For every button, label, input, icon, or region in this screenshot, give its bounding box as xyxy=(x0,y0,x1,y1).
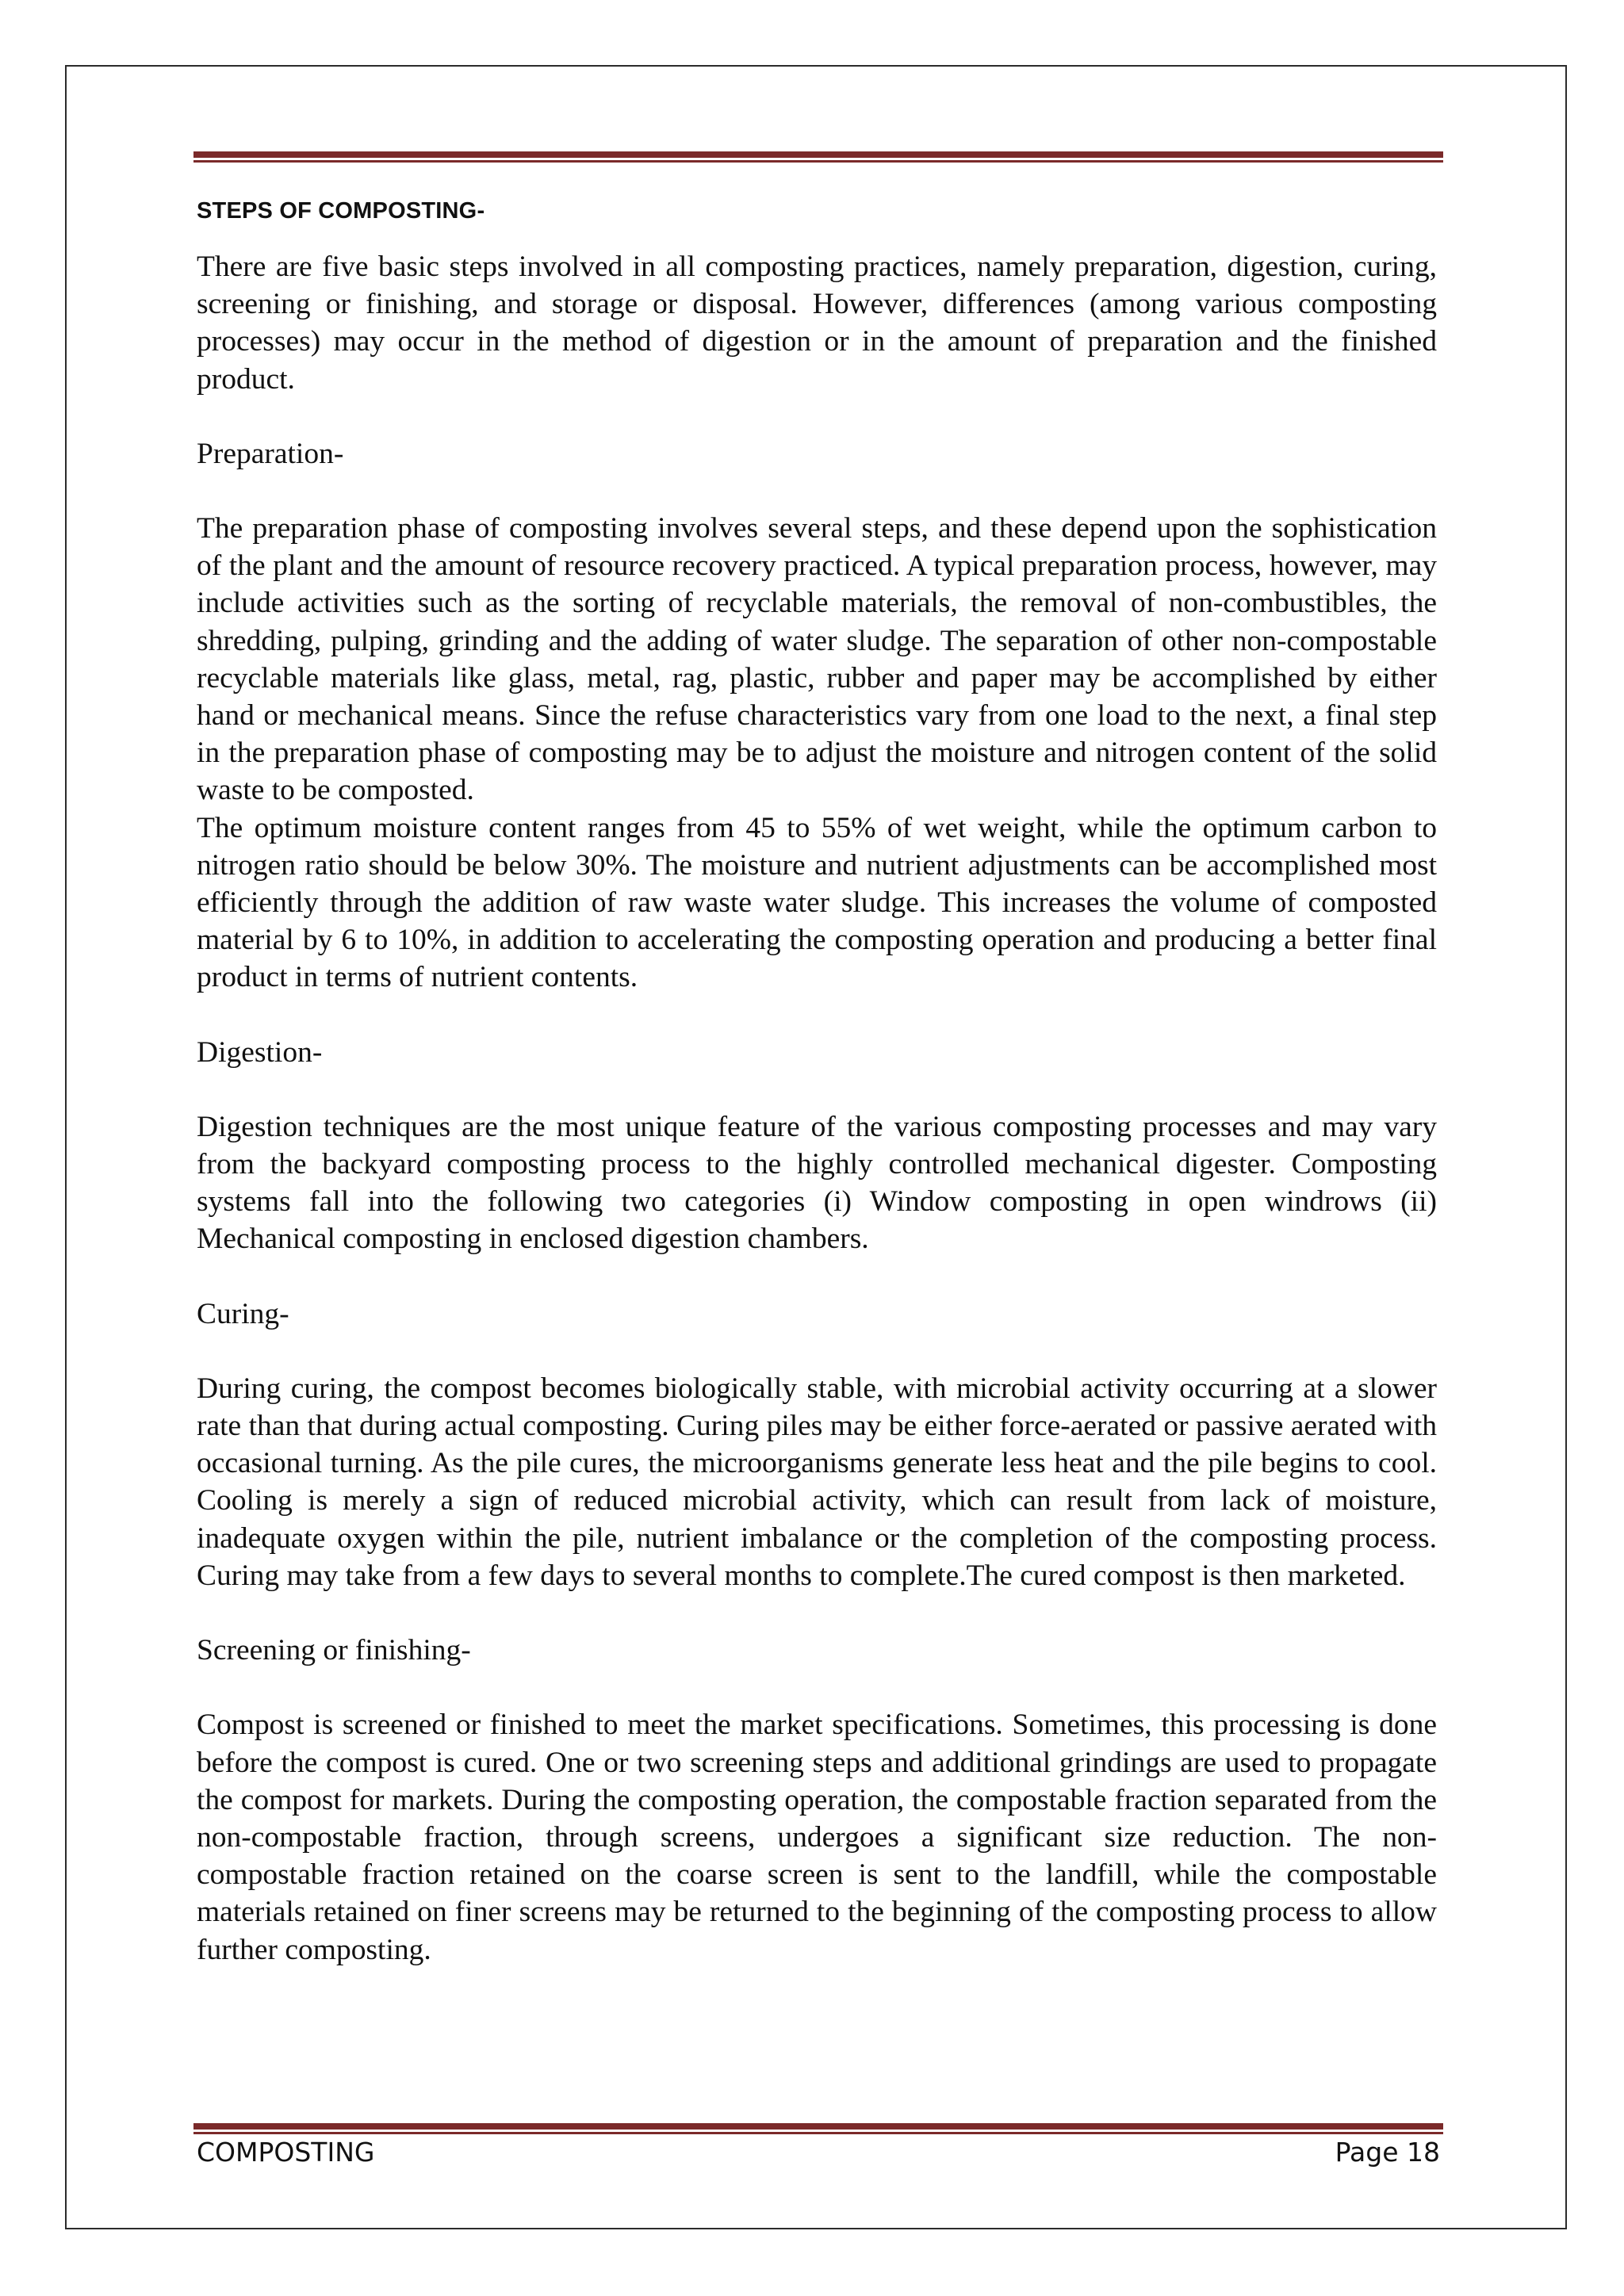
section-heading: STEPS OF COMPOSTING- xyxy=(197,198,485,224)
page-content xyxy=(197,198,1437,1969)
preparation-paragraph-2: The optimum moisture content ranges from 45 to 55% of wet weight, while the optimum carbon to nitrogen ratio should be below 30%. The moisture and nutrient adjustments can be accomplished most efficiently through the addition of raw waste water sludge. This increases the volume of composted material by 6 to 10%, in addition to accelerating the composting operation and producing a better final product in terms of nutrient contents. xyxy=(197,811,1437,994)
digestion-paragraph: Digestion techniques are the most unique feature of the various composting processes and may vary from the backyard composting process to the highly controlled mechanical digester. Composting systems fall into the following two categories (i) Window composting in open windrows (ii) Mechanical composting in enclosed digestion chambers. xyxy=(197,1110,1437,1256)
footer-rule xyxy=(193,2123,1443,2134)
preparation-paragraph-1: The preparation phase of composting involves several steps, and these depend upon the sophistication of the plant and the amount of resource recovery practiced. A typical preparation process, however, may include activities such as the sorting of recyclable materials, the removal of non-combustibles, the shredding, pulping, grinding and the adding of water sludge. The separation of other non-compostable recyclable materials like glass, metal, rag, plastic, rubber and paper may be accomplished by either hand or mechanical means. Since the refuse characteristics vary from one load to the next, a final step in the preparation phase of composting may be to adjust the moisture and nitrogen content of the solid waste to be composted. xyxy=(197,512,1437,807)
digestion-title: Digestion- xyxy=(197,1035,323,1069)
footer-title: COMPOSTING xyxy=(197,2137,375,2168)
preparation-title: Preparation- xyxy=(197,437,344,470)
header-rule xyxy=(193,151,1443,163)
curing-paragraph: During curing, the compost becomes biologically stable, with microbial activity occurring at a slower rate than that during actual composting. Curing piles may be either force-aerated or passive aerated with occasional turning. As the pile cures, the microorganisms generate less heat and the pile begins to cool. Cooling is merely a sign of reduced microbial activity, which can result from lack of moisture, inadequate oxygen within the pile, nutrient imbalance or the completion of the composting process. Curing may take from a few days to several months to complete.The cured compost is then marketed. xyxy=(197,1372,1437,1592)
page-number: Page 18 xyxy=(1335,2137,1440,2168)
curing-title: Curing- xyxy=(197,1297,289,1330)
intro-paragraph: There are five basic steps involved in all composting practices, namely preparation, digestion, curing, screening or finishing, and storage or disposal. However, differences (among various composting processes) may occur in the method of digestion or in the amount of preparation and the finished product. xyxy=(197,251,1437,396)
screening-paragraph: Compost is screened or finished to meet the market specifications. Sometimes, this processing is done before the compost is cured. One or two screening steps and additional grindings are used to propagate the compost for markets. During the composting operation, the compostable fraction separated from the non-compostable fraction, through screens, undergoes a significant size reduction. The non-compostable fraction retained on the coarse screen is sent to the landfill, while the compostable materials retained on finer screens may be returned to the beginning of the composting process to allow further composting. xyxy=(197,1709,1437,1966)
screening-title: Screening or finishing- xyxy=(197,1634,471,1667)
